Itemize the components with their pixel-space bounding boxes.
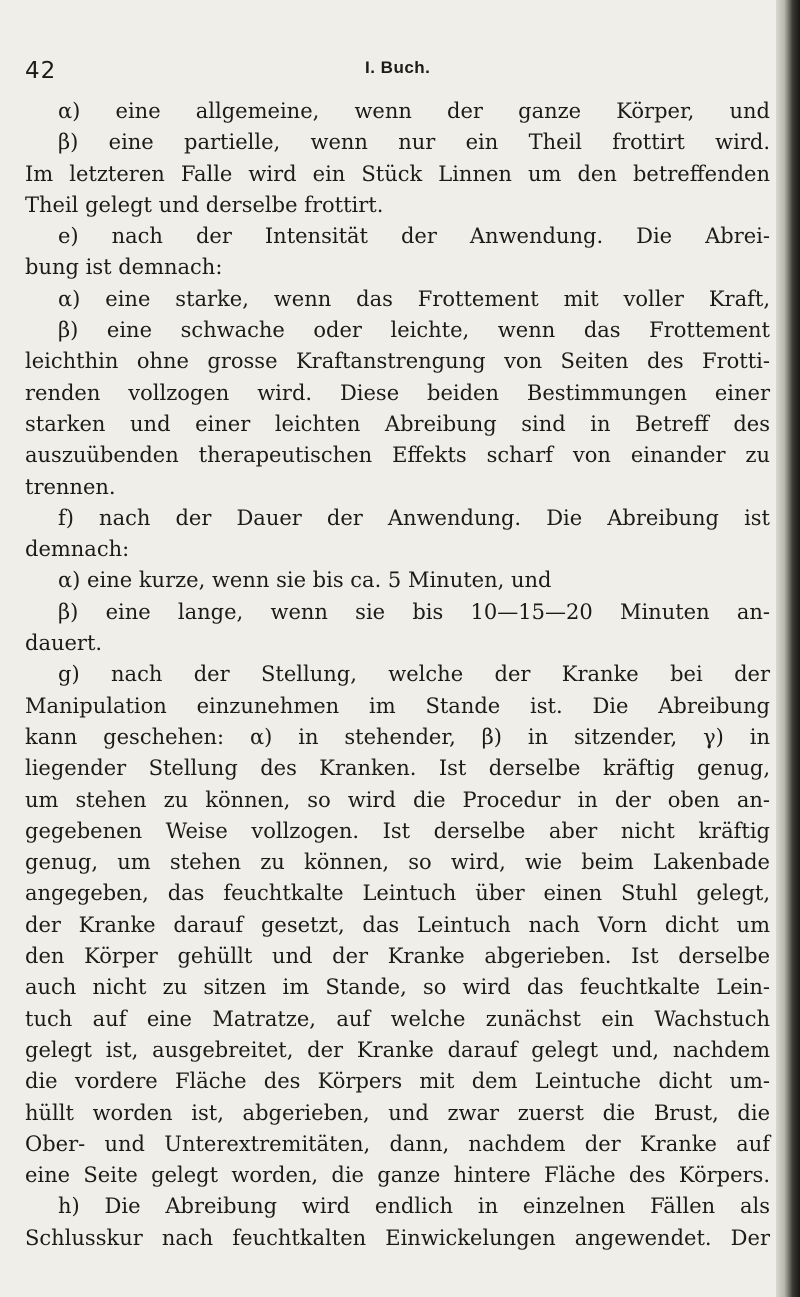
text-line: liegender Stellung des Kranken. Ist derselbe kräftig genug, — [25, 756, 770, 781]
book-page-edge — [776, 0, 800, 1297]
text-line: β) eine partielle, wenn nur ein Theil frottirt wird. — [58, 130, 770, 155]
text-line: angegeben, das feuchtkalte Leintuch über einen Stuhl gelegt, — [25, 881, 770, 906]
text-line: Theil gelegt und derselbe frottirt. — [25, 192, 384, 217]
text-line: gelegt ist, ausgebreitet, der Kranke darauf gelegt und, nachdem — [25, 1037, 770, 1062]
text-line: α) eine kurze, wenn sie bis ca. 5 Minuten, und — [58, 568, 552, 593]
text-line: leichthin ohne grosse Kraftanstrengung von Seiten des Frotti- — [25, 349, 770, 374]
text-line: eine Seite gelegt worden, die ganze hintere Fläche des Körpers. — [25, 1163, 770, 1188]
text-line: kann geschehen: α) in stehender, β) in sitzender, γ) in — [25, 724, 770, 749]
body-text — [25, 96, 770, 1254]
text-line: genug, um stehen zu können, so wird, wie beim Lakenbade — [25, 850, 770, 875]
text-line: auszuübenden therapeutischen Effekts scharf von einander zu — [25, 443, 770, 468]
text-line: tuch auf eine Matratze, auf welche zunächst ein Wachstuch — [25, 1006, 770, 1031]
text-line: um stehen zu können, so wird die Procedur in der oben an- — [25, 787, 770, 812]
text-line: β) eine schwache oder leichte, wenn das Frottement — [58, 318, 770, 343]
text-line: α) eine allgemeine, wenn der ganze Körper, und — [58, 99, 770, 123]
page-number: 42 — [25, 58, 57, 84]
text-line: Im letzteren Falle wird ein Stück Linnen um den betreffenden — [25, 161, 770, 186]
running-head: I. Buch. — [365, 58, 431, 77]
text-line: den Körper gehüllt und der Kranke abgerieben. Ist derselbe — [25, 944, 770, 969]
text-line: der Kranke darauf gesetzt, das Leintuch nach Vorn dicht um — [25, 912, 770, 937]
text-line: auch nicht zu sitzen im Stande, so wird das feuchtkalte Lein- — [25, 975, 770, 1000]
text-line: dauert. — [25, 631, 103, 656]
text-line: hüllt worden ist, abgerieben, und zwar zuerst die Brust, die — [25, 1100, 770, 1125]
text-line: Manipulation einzunehmen im Stande ist. Die Abreibung — [25, 693, 770, 718]
text-line: gegebenen Weise vollzogen. Ist derselbe aber nicht kräftig — [25, 818, 770, 843]
text-line: Schlusskur nach feuchtkalten Einwickelungen angewendet. Der — [25, 1225, 770, 1250]
text-line: g) nach der Stellung, welche der Kranke bei der — [58, 662, 770, 687]
text-line: e) nach der Intensität der Anwendung. Die Abrei- — [58, 224, 770, 249]
text-line: trennen. — [25, 474, 116, 499]
text-line: α) eine starke, wenn das Frottement mit voller Kraft, — [58, 286, 770, 311]
text-line: demnach: — [25, 537, 130, 562]
text-line: renden vollzogen wird. Diese beiden Bestimmungen einer — [25, 380, 770, 405]
text-line: Ober- und Unterextremitäten, dann, nachdem der Kranke auf — [25, 1131, 770, 1156]
text-line: die vordere Fläche des Körpers mit dem Leintuche dicht um- — [25, 1069, 770, 1094]
page-header — [25, 52, 770, 88]
text-line: starken und einer leichten Abreibung sind in Betreff des — [25, 411, 770, 436]
text-line: β) eine lange, wenn sie bis 10—15—20 Minuten an- — [58, 599, 770, 624]
text-line: h) Die Abreibung wird endlich in einzelnen Fällen als — [58, 1194, 770, 1219]
text-line: f) nach der Dauer der Anwendung. Die Abreibung ist — [58, 505, 770, 530]
text-line: bung ist demnach: — [25, 255, 223, 280]
